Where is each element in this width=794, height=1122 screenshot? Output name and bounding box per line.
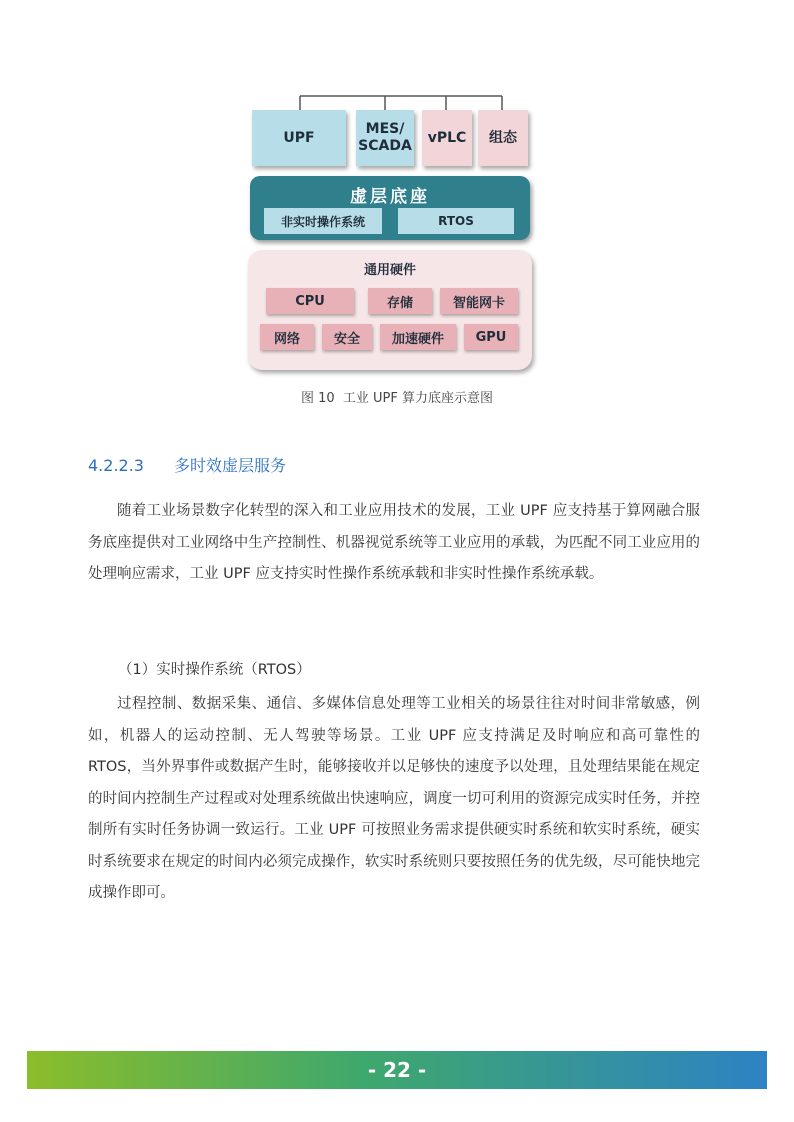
hw-chip-network: 网络 [260, 324, 314, 350]
section-number: 4.2.2.3 [88, 456, 144, 475]
virtual-base-title: 虚层底座 [350, 187, 430, 207]
subheading-rtos: （1）实时操作系统（RTOS） [118, 662, 311, 678]
hw-chip-smartnic: 智能网卡 [440, 288, 518, 314]
app-box-vplc [422, 110, 472, 166]
app-label: vPLC [427, 129, 467, 146]
body-paragraph-1: 随着工业场景数字化转型的深入和工业应用技术的发展，工业 UPF 应支持基于算网融合服务底座提供对工业网络中生产控制性、机器视觉系统等工业应用的承载，为匹配不同工业应用的处理响应需求，工业 UPF 应支持实时性操作系统承载和非实时性操作系统承载。 [88, 503, 700, 582]
footer-bar [27, 1051, 767, 1089]
app-box-mes-scada [356, 110, 414, 166]
page-number: - 22 - [367, 1058, 427, 1082]
general-hardware-layer [248, 250, 532, 370]
rtos-chip: RTOS [398, 208, 514, 234]
section-title: 多时效虚层服务 [174, 456, 287, 475]
hw-chip-accelerator: 加速硬件 [380, 324, 456, 350]
upf-compute-base-diagram [240, 88, 540, 378]
app-label: UPF [283, 129, 315, 146]
hw-chip-cpu: CPU [266, 288, 354, 314]
non-realtime-os-chip: 非实时操作系统 [264, 208, 382, 234]
virtual-base-layer [250, 176, 530, 240]
body-paragraph-2: 过程控制、数据采集、通信、多媒体信息处理等工业相关的场景往往对时间非常敏感，例如，机器人的运动控制、无人驾驶等场景。工业 UPF 应支持满足及时响应和高可靠性的 RTOS，当外界事件或数据产生时，能够接收并以足够快的速度予以处理，且处理结果能在规定的时间内控制生产过程或对处理系统做出快速响应，调度一切可利用的资源完成实时任务，并控制所有实时任务协调一致运行。工业 UPF 可按照业务需求提供硬实时系统和软实时系统，硬实时系统要求在规定的时间内必须完成操作，软实时系统则只要按照任务的优先级，尽可能快地完成操作即可。 [88, 696, 700, 901]
hw-chip-security: 安全 [322, 324, 372, 350]
app-label: MES/ SCADA [358, 121, 412, 154]
section-heading [88, 453, 286, 476]
app-box-configuration [478, 110, 528, 166]
hardware-title: 通用硬件 [363, 263, 416, 278]
hw-chip-gpu: GPU [464, 324, 518, 350]
figure-caption: 图 10 工业 UPF 算力底座示意图 [300, 391, 494, 406]
app-box-upf [252, 110, 346, 166]
app-label: 组态 [489, 129, 517, 146]
app-connector-lines [240, 88, 540, 112]
hw-chip-storage: 存储 [368, 288, 432, 314]
